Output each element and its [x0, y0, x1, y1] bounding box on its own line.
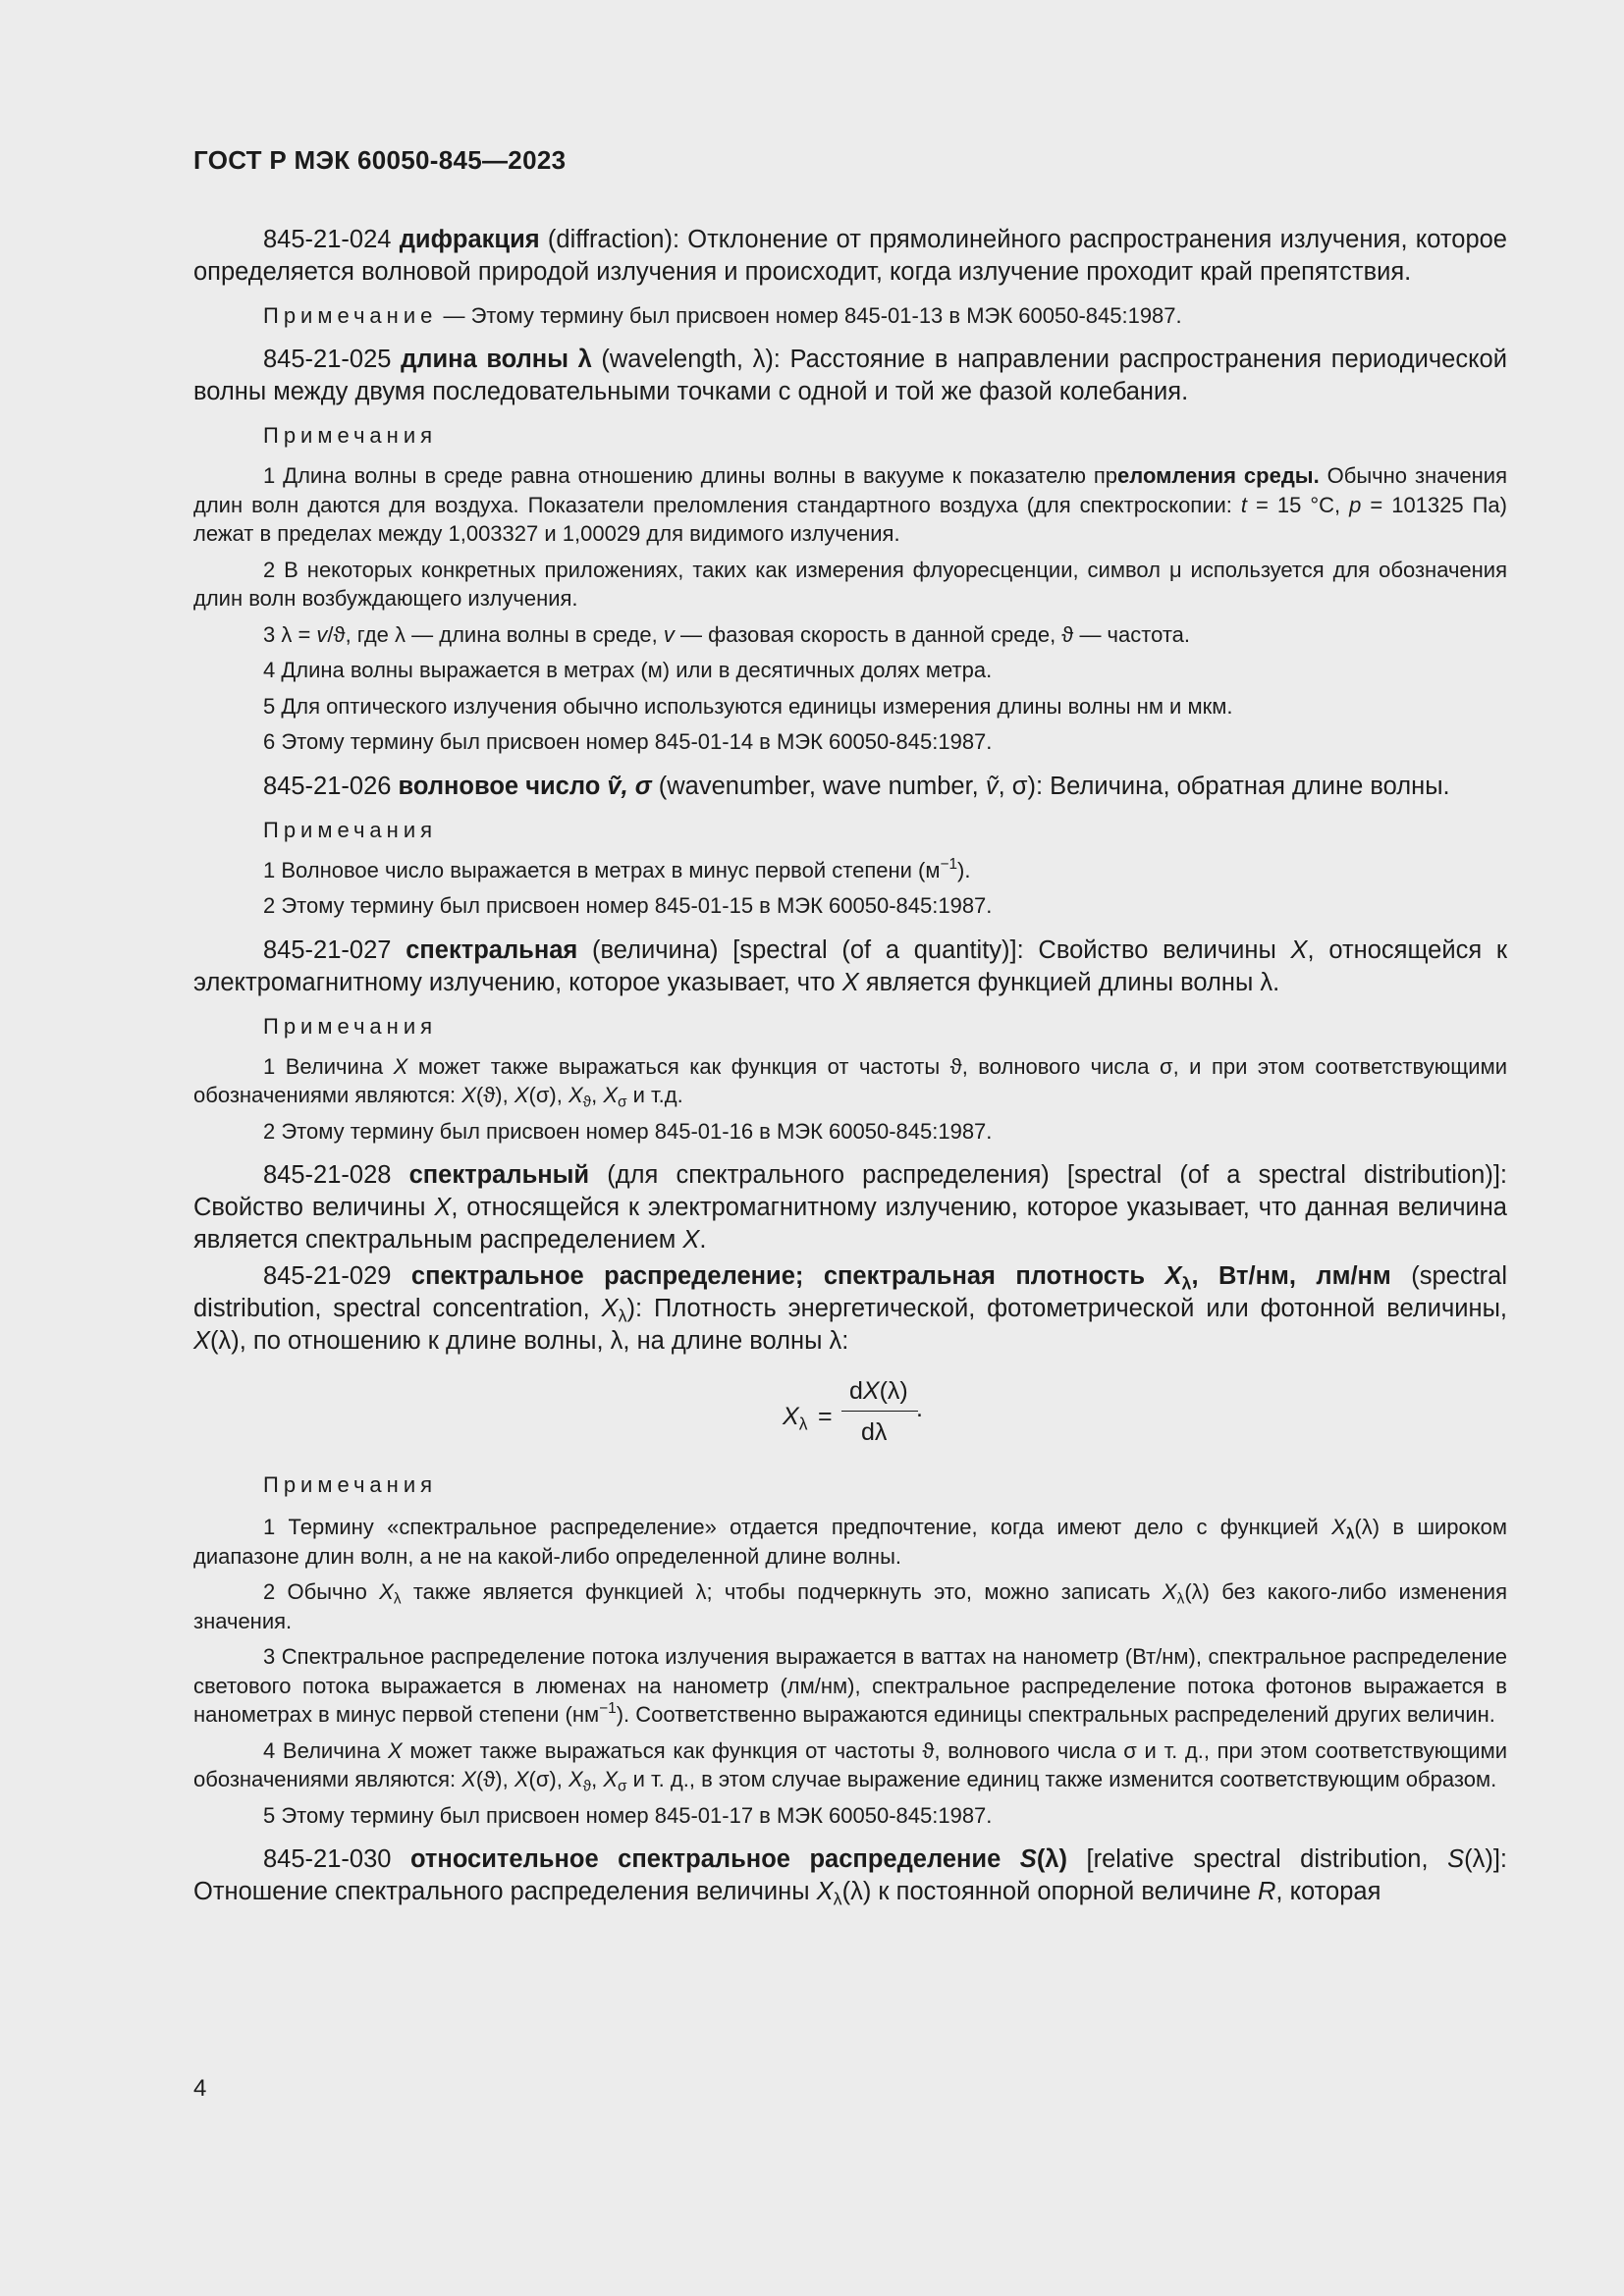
term-definition: (wavelength, λ): Расстояние в направлении распространения периодической волны между двумя последовательными точками с одной и той же фазой колебания.	[193, 346, 1507, 405]
page-number: 4	[193, 2075, 207, 2102]
term-code: 845-21-025	[263, 346, 392, 373]
note-item: 2 Этому термину был присвоен номер 845-01-16 в МЭК 60050-845:1987.	[263, 1118, 993, 1144]
term-code: 845-21-028	[263, 1161, 392, 1189]
notes-heading: Примечания	[263, 423, 438, 448]
notes-heading: Примечания	[263, 817, 438, 842]
note-item: 1 Термину «спектральное распределение» отдается предпочтение, когда имеют дело с функцией $X_\lambda(\lambda)$ в широком диапазоне длин волн, а не на какой-либо определенной длине волны.	[193, 1515, 1507, 1569]
formula-fraction-bar	[841, 1411, 918, 1412]
note-item: 2 Этому термину был присвоен номер 845-01-15 в МЭК 60050-845:1987.	[263, 893, 993, 918]
term-845-21-028: 845-21-028 спектральный (для спектрального распределения) [spectral (of a spectral distribution)]: Свойство величины X, относящейся к электромагнитному излучению, которое указывает, что данная величина является спектральным распределением X.	[193, 1161, 1507, 1254]
term-name: длина волны λ	[401, 346, 592, 373]
notes-heading: Примечания	[263, 1472, 438, 1497]
term-symbol: ṽ, σ	[607, 772, 652, 800]
formula-spectral-distribution	[193, 1373, 1507, 1460]
note-item: 3 Спектральное распределение потока излучения выражается в ваттах на нанометр (Вт/нм), спектральное распределение светового потока выражается в люменах на нанометр (лм/нм), спектральное распределение потока фотонов выражается в нанометрах в минус первой степени $(нм^{-1})$. Соответственно выражаются единицы спектральных распределений других величин.	[193, 1644, 1507, 1727]
note-item: 4 Величина X может также выражаться как функция от частоты ϑ, волнового числа σ и т. д., при этом соответствующими обозначениями являются: X(ϑ), X(σ), $X_ϑ$, $X_\sigma$ и т. д., в этом случае выражение единиц также изменится соответствующим образом.	[193, 1737, 1508, 1795]
term-code: 845-21-024	[263, 226, 392, 253]
note-item: 6 Этому термину был присвоен номер 845-01-14 в МЭК 60050-845:1987.	[263, 729, 993, 754]
formula-equals: =	[818, 1403, 833, 1430]
note-item: 1 Волновое число выражается в метрах в минус первой степени $(м^{-1})$.	[263, 855, 971, 882]
term-name: спектральная	[406, 935, 578, 964]
formula-denominator: dλ	[861, 1418, 888, 1446]
note-item: 5 Для оптического излучения обычно используются единицы измерения длины волны нм и мкм.	[263, 693, 1233, 719]
term-name: спектральное распределение; спектральная плотность $X_\lambda$, Вт/нм, лм/нм	[410, 1262, 1391, 1294]
note-item: 3 λ = v/ϑ, где λ — длина волны в среде, v — фазовая скорость в данной среде, ϑ — частота.	[263, 621, 1191, 647]
note-item: 5 Этому термину был присвоен номер 845-01-17 в МЭК 60050-845:1987.	[263, 1802, 993, 1828]
term-845-21-026: 845-21-026 волновое число ṽ, σ (wavenumber, wave number, ṽ, σ): Величина, обратная длине волны.	[263, 772, 1450, 800]
page-content	[193, 224, 1507, 1922]
term-name: относительное спектральное распределение S(λ)	[409, 1845, 1067, 1873]
term-845-21-030: 845-21-030 относительное спектральное распределение S(λ) [relative spectral distribution, S(λ)]: Отношение спектрального распределения величины $X_\lambda(\lambda)$ к постоянной опорной величине R, которая	[193, 1845, 1507, 1909]
term-name: волновое число	[398, 772, 601, 800]
term-845-21-025	[193, 344, 1507, 408]
note-text: — Этому термину был присвоен номер 845-01-13 в МЭК 60050-845:1987.	[443, 303, 1182, 328]
note-item: 2 Обычно $X_\lambda$ также является функцией λ; чтобы подчеркнуть это, можно записать $X_\lambda(\lambda)$ без какого-либо изменения значения.	[193, 1579, 1507, 1633]
note-845-21-024	[193, 302, 1507, 330]
notes-heading: Примечания	[263, 1013, 438, 1039]
term-code: 845-21-030	[263, 1845, 392, 1873]
note-item: 4 Длина волны выражается в метрах (м) или в десятичных долях метра.	[263, 658, 993, 682]
term-code: 845-21-029	[263, 1262, 392, 1290]
note-item: 1 Величина X может также выражаться как функция от частоты ϑ, волнового числа σ, и при этом соответствующими обозначениями являются: X(ϑ), X(σ), $X_ϑ$, $X_\sigma$ и т.д.	[193, 1053, 1507, 1111]
formula-lhs: $X_\lambda$	[783, 1403, 808, 1434]
note-item: 2 В некоторых конкретных приложениях, таких как измерения флуоресценции, символ μ используется для обозначения длин волн возбуждающего излучения.	[193, 557, 1507, 611]
term-name: дифракция	[399, 226, 540, 253]
formula-numerator: dX(λ)	[849, 1377, 908, 1405]
term-code: 845-21-027	[263, 935, 392, 964]
document-header: ГОСТ Р МЭК 60050-845—2023	[193, 145, 567, 175]
term-845-21-029: 845-21-029 спектральное распределение; спектральная плотность $X_\lambda$, Вт/нм, лм/нм (spectral distribution, spectral concentration, $X_\lambda$): Плотность энергетической, фотометрической или фотонной величины, X(λ), по отношению к длине волны, λ, на длине волны λ:	[193, 1262, 1508, 1355]
term-845-21-024	[193, 224, 1507, 289]
note-item: 1 Длина волны в среде равна отношению длины волны в вакууме к показателю преломления среды. Обычно значения длин волн даются для воздуха. Показатели преломления стандартного воздуха (для спектроскопии: t = 15 °С, p = 101325 Па) лежат в пределах между 1,003327 и 1,00029 для видимого излучения.	[193, 463, 1507, 546]
term-definition: (diffraction): Отклонение от прямолинейного распространения излучения, которое определяется волновой природой излучения и происходит, когда излучение проходит край препятствия.	[193, 226, 1507, 286]
term-name: спектральный	[408, 1161, 590, 1189]
note-label: Примечание	[263, 303, 438, 328]
term-845-21-027: 845-21-027 спектральная (величина) [spectral (of a quantity)]: Свойство величины X, относящейся к электромагнитному излучению, которое указывает, что X является функцией длины волны λ.	[193, 935, 1507, 996]
formula-period: .	[916, 1395, 923, 1422]
term-code: 845-21-026	[263, 772, 392, 800]
